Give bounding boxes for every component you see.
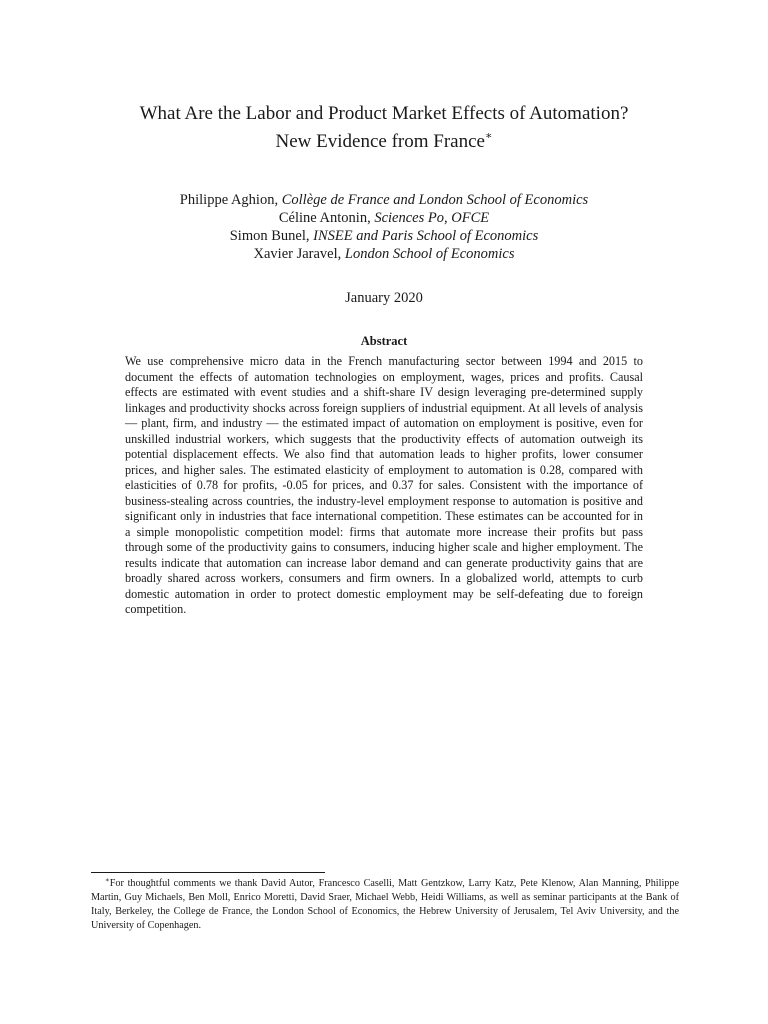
author-affiliation: INSEE and Paris School of Economics [313, 228, 539, 244]
footnote-text: For thoughtful comments we thank David Autor, Francesco Caselli, Matt Gentzkow, Larry Katz, Pete Klenow, Alan Manning, Philippe Martin, Guy Michaels, Ben Moll, Enrico Moretti, David Sraer, Michael Webb, Heidi Williams, as well as seminar participants at the Bank of Italy, Berkeley, the College de France, the London School of Economics, the Hebrew University of Jerusalem, Tel Aviv University, and the University of Copenhagen. [91, 878, 679, 931]
abstract-heading: Abstract [360, 334, 408, 348]
author-separator: , [274, 192, 282, 208]
author-name: Philippe Aghion [179, 192, 275, 208]
paper-title [0, 100, 768, 156]
author-affiliation: Collège de France and London School of Economics [281, 192, 589, 208]
title-line-2 [0, 128, 768, 156]
author-list [0, 191, 768, 263]
footnote-mark: ∗ [105, 876, 110, 884]
author-name: Simon Bunel [229, 228, 306, 244]
author-entry [0, 245, 768, 263]
abstract-body: We use comprehensive micro data in the French manufacturing sector between 1994 and 2015 to document the effects of automation technologies on employment, wages, prices and profits. Causal effects are estimated with event studies and a shift-share IV design leveraging pre-determined supply linkages and productivity shocks across foreign suppliers of industrial equipment. At all levels of analysis — plant, firm, and industry — the estimated impact of automation on employment is positive, even for unskilled industrial workers, which suggests that the productivity effects of automation outweigh its potential displacement effects. We also find that automation leads to higher profits, lower consumer prices, and higher sales. The estimated elasticity of employment to automation is 0.28, compared with elasticities of 0.78 for profits, -0.05 for prices, and 0.37 for sales. Consistent with the importance of business-stealing across countries, the industry-level employment response to automation is positive and significant only in industries that face international competition. These estimates can be accounted for in a simple monopolistic competition model: firms that automate more increase their profits but pass through some of the productivity gains to consumers, inducing higher scale and higher employment. The results indicate that automation can increase labor demand and can generate productivity gains that are broadly shared across workers, consumers and firm owners. In a globalized world, attempts to curb domestic automation in order to protect domestic employment may be self-defeating due to foreign competition. [125, 354, 643, 616]
footnote [91, 877, 679, 933]
title-line-1: What Are the Labor and Product Market Effects of Automation? [139, 103, 629, 124]
author-affiliation: Sciences Po, OFCE [374, 210, 490, 226]
author-separator: , [367, 210, 375, 226]
author-entry [0, 227, 768, 245]
author-entry [0, 209, 768, 227]
publication-date: January 2020 [345, 290, 423, 306]
author-name: Céline Antonin [278, 210, 368, 226]
author-separator: , [305, 228, 314, 244]
footnote-rule [91, 872, 325, 873]
author-name: Xavier Jaravel [253, 246, 338, 262]
author-affiliation: London School of Economics [344, 246, 515, 262]
author-separator: , [337, 246, 345, 262]
author-entry [0, 191, 768, 209]
title-line-2-text: New Evidence from France [275, 131, 485, 152]
title-footnote-mark: ∗ [484, 130, 493, 142]
